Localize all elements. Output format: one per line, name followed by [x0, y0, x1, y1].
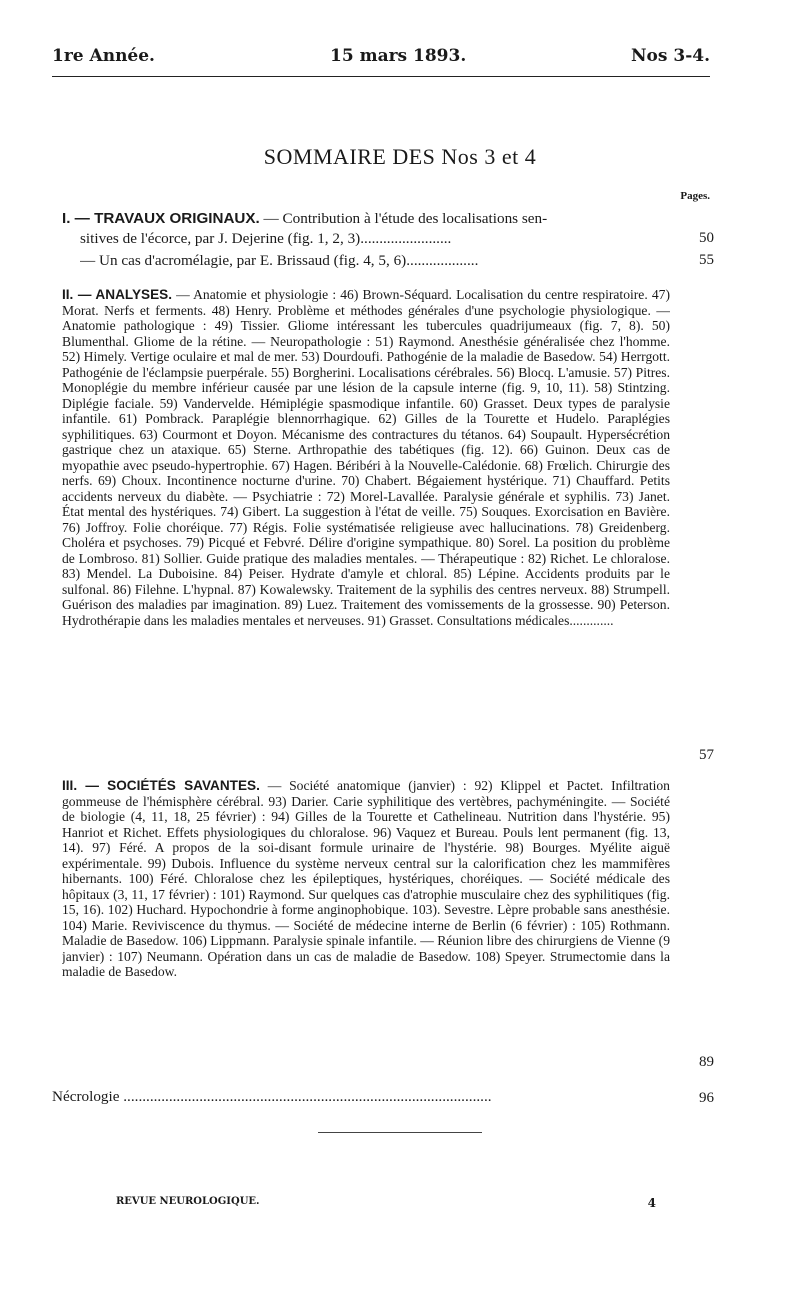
page-footer	[116, 1196, 656, 1210]
section2-paragraph	[62, 287, 670, 628]
closing-rule	[318, 1132, 482, 1133]
pages-column-label: Pages.	[680, 190, 710, 202]
footer-journal-name: REVUE NEUROLOGIQUE.	[116, 1196, 260, 1207]
section2-text: — Anatomie et physiologie : 46) Brown-Séquard. Localisation du centre respiratoire. 47) Morat. Nerfs et ferments. 48) Henry. Problème et méthodes générales d'une psychologie physiologique. — Anatomie pathologique : 49) Tissier. Gliome intéressant les tubercules quadrijumeaux (fig. 7, 8). 50) Blumenthal. Gliome de la rétine. — Neuropathologie : 51) Raymond. Anesthésie généralisée chez l'homme. 52) Himely. Vertige oculaire et mal de mer. 53) Dourdoufi. Pathogénie de la maladie de Basedow. 54) Herrgott. Pathogénie de l'éclampsie puerpérale. 55) Borgherini. Localisations cérébrales. 56) Blocq. L'amusie. 57) Pitres. Monoplégie du membre inférieur causée par une lésion de la capsule interne (fig. 9, 10, 11). 58) Stintzing. Diplégie faciale. 59) Vandervelde. Hémiplégie spasmodique infantile. 60) Grasset. Deux types de paralysie infantile. 61) Pombrack. Paraplégie blennorrhagique. 62) Gilles de la Tourette et Hudelo. Paraplégies syphilitiques. 63) Courmont et Doyon. Mécanisme des contractures du tétanos. 64) Soupault. Hypersécrétion gastrique chez un ataxique. 65) Sterne. Arthropathie des tabétiques (fig. 12). 66) Guinon. Deux cas de myopathie avec pseudo-hypertrophie. 67) Hagen. Béribéri à la Nouvelle-Calédonie. 68) Frœlich. Chirurgie des nerfs. 69) Choux. Incontinence nocturne d'urine. 70) Chabert. Bégaiement hystérique. 71) Chauffard. Petits accidents nerveux du diabète. — Psychiatrie : 72) Morel-Lavallée. Paralysie générale et syphilis. 73) Janet. État mental des hystériques. 74) Gibert. La suggestion à l'état de veille. 75) Souques. Exorcisation en Bavière. 76) Joffroy. Folie choréique. 77) Régis. Folie systématisée religieuse avec hallucinations. 78) Greidenberg. Choléra et psychoses. 79) Picqué et Febvré. Délire d'origine sympathique. 80) Sorel. La position du problème de Lombroso. 81) Sollier. Guide pratique des maladies mentales. — Thérapeutique : 82) Richet. Le chloralose. 83) Mendel. La Duboisine. 84) Peiser. Hydrate d'amyle et chloral. 85) Lépine. Accidents produits par le sulfonal. 86) Filehne. L'hypnal. 87) Kowalewsky. Traitement de la syphilis des centres nerveux. 88) Strumpell. Guérison des maladies par imagination. 89) Luez. Traitement des vomissements de la grossesse. 90) Peterson. Hydrothérapie dans les maladies mentales et nerveuses. 91) Grasset. Consultations médicales.............	[62, 287, 670, 628]
section3-text: — Société anatomique (janvier) : 92) Klippel et Pactet. Infiltration gommeuse de l'hémisphère cérébral. 93) Darier. Carie syphilitique des vertèbres, pachyméningite. — Société de biologie (4, 11, 18, 25 février) : 94) Gilles de la Tourette et Cathelineau. Nutrition dans l'hystérie. 95) Hanriot et Richet. Effets physiologiques du chloralose. 96) Vaquez et Bureau. Pouls lent permanent (fig. 13, 14). 97) Féré. A propos de la soi-disant formule urinaire de l'hystérie. 98) Bourges. Myélite aiguë expérimentale. 99) Dubois. Influence du système nerveux central sur la calorification chez les mammifères hibernants. 100) Féré. Chloralose chez les épileptiques, hystériques, choréiques. — Société médicale des hôpitaux (3, 11, 17 février) : 101) Raymond. Sur quelques cas d'atrophie musculaire chez des syphilitiques (fig. 15, 16). 102) Huchard. Hypochondrie à forme anginophobique. 103). Sevestre. Lèpre probable sans anesthésie. 104) Marie. Reviviscence du thymus. — Société de médecine interne de Berlin (6 février) : 105) Rothmann. Maladie de Basedow. 106) Lippmann. Paralysie spinale infantile. — Réunion libre des chirurgiens de Vienne (9 janvier) : 107) Neumann. Opération dans un cas de maladie de Basedow. 108) Speyer. Strumectomie dans la maladie de Basedow.	[62, 778, 670, 979]
section-travaux-originaux	[62, 210, 670, 228]
section3-paragraph	[62, 778, 670, 980]
necrologie-entry: Nécrologie .................................................................................................	[52, 1088, 492, 1105]
section1-line1-text: — Contribution à l'étude des localisations sen-	[259, 210, 548, 227]
section2-page-57: 57	[699, 747, 714, 763]
section-societes-savantes	[62, 778, 670, 1058]
section1-page-50: 50	[699, 230, 714, 246]
header-year: 1re Année.	[52, 46, 155, 66]
section2-heading: II. — ANALYSES.	[62, 287, 172, 302]
header-issue-numbers: Nos 3-4.	[631, 46, 710, 66]
section1-entry-brissaud: — Un cas d'acromélagie, par E. Brissaud (fig. 4, 5, 6)...................	[80, 252, 479, 269]
section3-heading: III. — SOCIÉTÉS SAVANTES.	[62, 778, 260, 793]
section1-page-55: 55	[699, 252, 714, 268]
section1-heading: I. — TRAVAUX ORIGINAUX.	[62, 210, 260, 227]
section1-line1	[62, 210, 670, 228]
header-date: 15 mars 1893.	[330, 46, 467, 66]
footer-signature-number: 4	[647, 1196, 656, 1210]
page-title: SOMMAIRE DES Nos 3 et 4	[263, 144, 537, 169]
necrologie-page-96: 96	[699, 1090, 714, 1106]
section1-entry-dejerine: sitives de l'écorce, par J. Dejerine (fig. 1, 2, 3)........................	[80, 230, 452, 247]
section-analyses	[62, 287, 670, 757]
section3-page-89: 89	[699, 1054, 714, 1070]
running-header	[52, 40, 710, 77]
